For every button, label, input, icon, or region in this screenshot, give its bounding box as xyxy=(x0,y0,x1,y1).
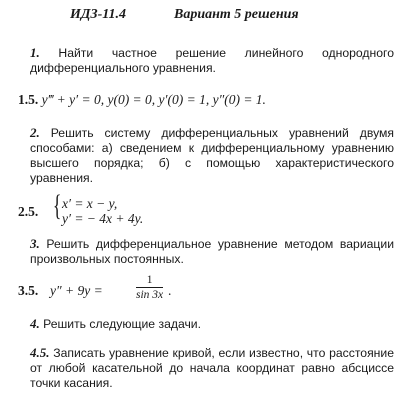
system-equation-1: x′ = x − y, xyxy=(62,196,118,211)
fraction-denominator: sin 3x xyxy=(136,289,164,301)
task-4-label: 4. xyxy=(30,316,40,331)
task-4-text: Решить следующие задачи. xyxy=(43,317,202,331)
equation-1-5-text: y‴ + y′ = 0, y(0) = 0, y′(0) = 1, y″(0) = 1. xyxy=(41,92,266,107)
task-1-text: Найти частное решение линейного однородного дифференциального уравнения. xyxy=(30,46,394,75)
task-4-5-paragraph xyxy=(18,345,394,391)
equation-3-5-label: 3.5. xyxy=(18,283,39,298)
fraction-numerator: 1 xyxy=(136,274,163,288)
equation-1-5 xyxy=(18,92,266,108)
task-3-paragraph xyxy=(18,236,394,267)
task-4-5-label: 4.5. xyxy=(30,345,50,360)
equation-3-5-fraction xyxy=(136,274,163,302)
task-4-paragraph xyxy=(18,316,394,332)
task-2-paragraph xyxy=(18,125,394,186)
task-2-text: Решить систему дифференциальных уравнений двумя способами: а) сведением к дифференциальному уравнению высшего порядка; б) с помощью характеристического уравнения. xyxy=(30,126,394,185)
task-2-label: 2. xyxy=(30,125,40,140)
equation-1-5-label: 1.5. xyxy=(18,92,39,107)
task-3-label: 3. xyxy=(30,236,40,251)
equation-3-5-end: . xyxy=(168,283,172,298)
task-1-paragraph xyxy=(18,45,394,76)
assignment-number: ИДЗ-11.4 xyxy=(70,7,126,22)
task-1-label: 1. xyxy=(30,45,40,60)
system-equation-2: y′ = − 4x + 4y. xyxy=(62,211,144,226)
system-brace-icon: { xyxy=(52,189,62,222)
task-3-text: Решить дифференциальное уравнение методом вариации произвольных постоянных. xyxy=(30,237,395,266)
task-4-5-text: Записать уравнение кривой, если известно, что расстояние от любой касательной до начала координат равно абсциссе точки касания. xyxy=(30,346,394,390)
equation-3-5-lhs: y″ + 9y = xyxy=(50,283,103,298)
equation-2-5-label: 2.5. xyxy=(18,204,39,219)
variant-title: Вариант 5 решения xyxy=(174,7,299,22)
